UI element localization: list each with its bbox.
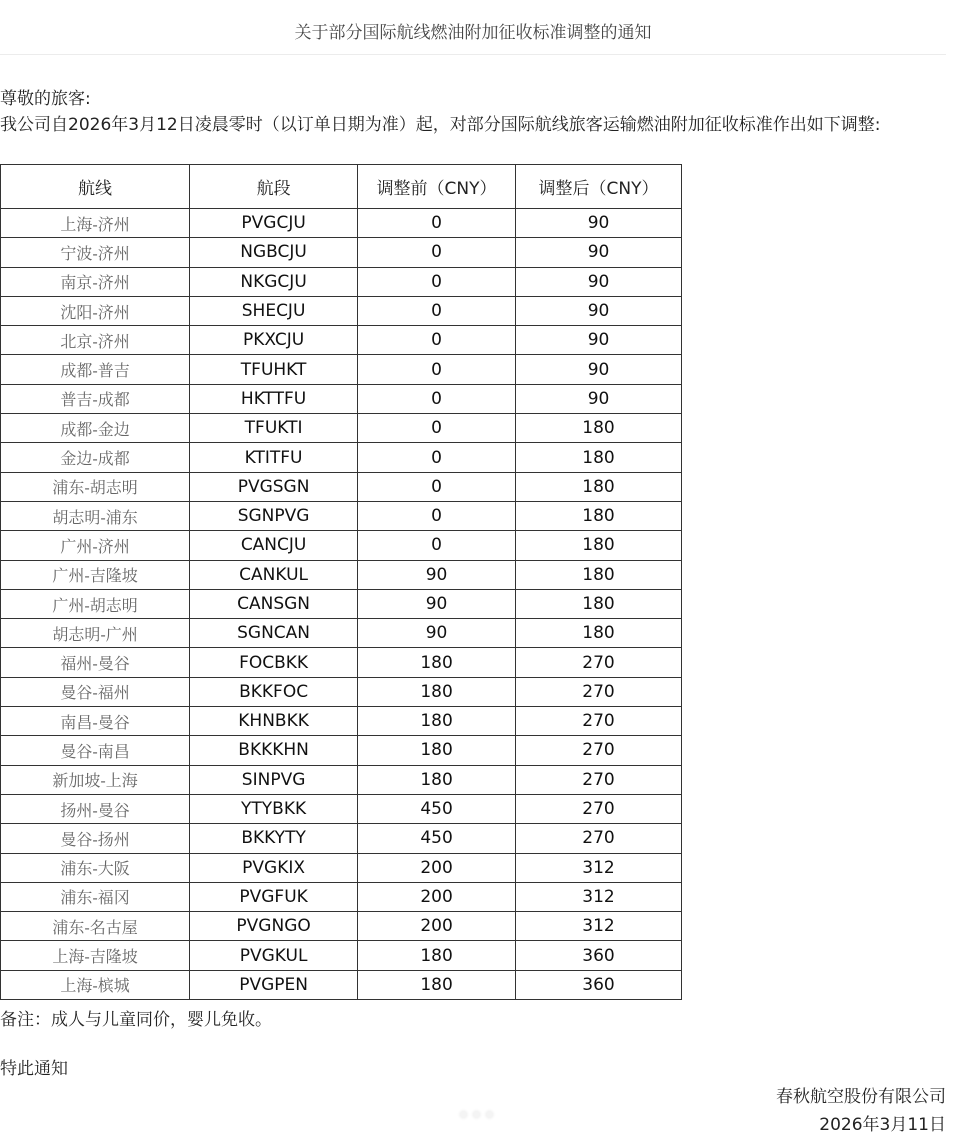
after-fee-cell: 90 — [516, 326, 682, 355]
route-cell: 曼谷-福州 — [1, 677, 190, 706]
segment-code-cell: YTYBKK — [190, 794, 358, 823]
after-fee-cell: 270 — [516, 707, 682, 736]
route-cell: 新加坡-上海 — [1, 765, 190, 794]
table-row — [1, 326, 682, 355]
closing-text: 特此通知 — [0, 1059, 68, 1079]
segment-code-cell: KHNBKK — [190, 707, 358, 736]
before-fee-cell: 180 — [358, 736, 516, 765]
table-row — [1, 824, 682, 853]
header-before: 调整前（CNY） — [358, 165, 516, 209]
table-row — [1, 355, 682, 384]
table-row — [1, 414, 682, 443]
segment-code-cell: CANCJU — [190, 531, 358, 560]
after-fee-cell: 180 — [516, 443, 682, 472]
route-cell: 南昌-曼谷 — [1, 707, 190, 736]
table-row — [1, 970, 682, 999]
notice-title: 关于部分国际航线燃油附加征收标准调整的通知 — [294, 23, 652, 43]
table-row — [1, 384, 682, 413]
before-fee-cell: 0 — [358, 296, 516, 325]
segment-code-cell: SGNPVG — [190, 501, 358, 530]
after-fee-cell: 270 — [516, 794, 682, 823]
before-fee-cell: 0 — [358, 443, 516, 472]
segment-code-cell: BKKFOC — [190, 677, 358, 706]
after-fee-cell: 180 — [516, 619, 682, 648]
route-cell: 上海-槟城 — [1, 970, 190, 999]
segment-code-cell: PVGPEN — [190, 970, 358, 999]
segment-code-cell: FOCBKK — [190, 648, 358, 677]
segment-code-cell: PVGFUK — [190, 882, 358, 911]
intro-paragraph: 我公司自2026年3月12日凌晨零时（以订单日期为准）起，对部分国际航线旅客运输燃油附加征收标准作出如下调整: — [0, 115, 881, 135]
segment-code-cell: PKXCJU — [190, 326, 358, 355]
table-row — [1, 677, 682, 706]
after-fee-cell: 360 — [516, 941, 682, 970]
after-fee-cell: 360 — [516, 970, 682, 999]
before-fee-cell: 0 — [358, 531, 516, 560]
route-cell: 普吉-成都 — [1, 384, 190, 413]
before-fee-cell: 0 — [358, 501, 516, 530]
before-fee-cell: 180 — [358, 677, 516, 706]
after-fee-cell: 270 — [516, 824, 682, 853]
route-cell: 沈阳-济州 — [1, 296, 190, 325]
before-fee-cell: 450 — [358, 794, 516, 823]
route-cell: 浦东-福冈 — [1, 882, 190, 911]
table-row — [1, 736, 682, 765]
table-row — [1, 853, 682, 882]
segment-code-cell: KTITFU — [190, 443, 358, 472]
route-cell: 曼谷-扬州 — [1, 824, 190, 853]
before-fee-cell: 180 — [358, 941, 516, 970]
after-fee-cell: 312 — [516, 912, 682, 941]
route-cell: 福州-曼谷 — [1, 648, 190, 677]
page-indicator-dots-icon — [460, 1111, 493, 1118]
route-cell: 上海-济州 — [1, 209, 190, 238]
segment-code-cell: TFUHKT — [190, 355, 358, 384]
table-header-row — [1, 165, 682, 209]
after-fee-cell: 90 — [516, 209, 682, 238]
table-row — [1, 209, 682, 238]
route-cell: 浦东-名古屋 — [1, 912, 190, 941]
table-row — [1, 296, 682, 325]
segment-code-cell: NGBCJU — [190, 238, 358, 267]
segment-code-cell: CANKUL — [190, 560, 358, 589]
after-fee-cell: 90 — [516, 384, 682, 413]
segment-code-cell: PVGKIX — [190, 853, 358, 882]
segment-code-cell: PVGKUL — [190, 941, 358, 970]
after-fee-cell: 270 — [516, 677, 682, 706]
fuel-surcharge-table — [0, 164, 682, 1000]
table-row — [1, 882, 682, 911]
salutation: 尊敬的旅客: — [0, 89, 91, 109]
route-cell: 宁波-济州 — [1, 238, 190, 267]
remark-note: 备注：成人与儿童同价，婴儿免收。 — [0, 1010, 272, 1030]
route-cell: 胡志明-广州 — [1, 619, 190, 648]
route-cell: 广州-吉隆坡 — [1, 560, 190, 589]
after-fee-cell: 270 — [516, 765, 682, 794]
table-row — [1, 589, 682, 618]
segment-code-cell: HKTTFU — [190, 384, 358, 413]
table-row — [1, 472, 682, 501]
before-fee-cell: 90 — [358, 589, 516, 618]
table-row — [1, 267, 682, 296]
route-cell: 扬州-曼谷 — [1, 794, 190, 823]
before-fee-cell: 0 — [358, 209, 516, 238]
segment-code-cell: BKKKHN — [190, 736, 358, 765]
segment-code-cell: CANSGN — [190, 589, 358, 618]
before-fee-cell: 0 — [358, 238, 516, 267]
table-row — [1, 707, 682, 736]
after-fee-cell: 312 — [516, 882, 682, 911]
after-fee-cell: 180 — [516, 501, 682, 530]
table-row — [1, 560, 682, 589]
segment-code-cell: SHECJU — [190, 296, 358, 325]
segment-code-cell: PVGNGO — [190, 912, 358, 941]
before-fee-cell: 0 — [358, 384, 516, 413]
table-row — [1, 531, 682, 560]
table-row — [1, 443, 682, 472]
after-fee-cell: 180 — [516, 589, 682, 618]
route-cell: 胡志明-浦东 — [1, 501, 190, 530]
route-cell: 成都-金边 — [1, 414, 190, 443]
after-fee-cell: 90 — [516, 355, 682, 384]
before-fee-cell: 90 — [358, 619, 516, 648]
notice-date: 2026年3月11日 — [819, 1115, 946, 1135]
after-fee-cell: 180 — [516, 531, 682, 560]
after-fee-cell: 312 — [516, 853, 682, 882]
route-cell: 成都-普吉 — [1, 355, 190, 384]
before-fee-cell: 90 — [358, 560, 516, 589]
after-fee-cell: 90 — [516, 238, 682, 267]
table-row — [1, 238, 682, 267]
route-cell: 浦东-大阪 — [1, 853, 190, 882]
after-fee-cell: 270 — [516, 736, 682, 765]
before-fee-cell: 180 — [358, 970, 516, 999]
segment-code-cell: NKGCJU — [190, 267, 358, 296]
before-fee-cell: 200 — [358, 882, 516, 911]
before-fee-cell: 0 — [358, 472, 516, 501]
table-row — [1, 794, 682, 823]
before-fee-cell: 0 — [358, 414, 516, 443]
table-row — [1, 648, 682, 677]
table-row — [1, 941, 682, 970]
segment-code-cell: SGNCAN — [190, 619, 358, 648]
segment-code-cell: TFUKTI — [190, 414, 358, 443]
route-cell: 广州-胡志明 — [1, 589, 190, 618]
route-cell: 曼谷-南昌 — [1, 736, 190, 765]
company-signature: 春秋航空股份有限公司 — [776, 1087, 946, 1107]
header-segment: 航段 — [190, 165, 358, 209]
segment-code-cell: PVGSGN — [190, 472, 358, 501]
before-fee-cell: 180 — [358, 648, 516, 677]
route-cell: 南京-济州 — [1, 267, 190, 296]
segment-code-cell: SINPVG — [190, 765, 358, 794]
before-fee-cell: 180 — [358, 707, 516, 736]
title-divider — [0, 54, 946, 55]
before-fee-cell: 180 — [358, 765, 516, 794]
after-fee-cell: 180 — [516, 414, 682, 443]
route-cell: 北京-济州 — [1, 326, 190, 355]
before-fee-cell: 200 — [358, 912, 516, 941]
route-cell: 上海-吉隆坡 — [1, 941, 190, 970]
segment-code-cell: PVGCJU — [190, 209, 358, 238]
route-cell: 广州-济州 — [1, 531, 190, 560]
segment-code-cell: BKKYTY — [190, 824, 358, 853]
before-fee-cell: 0 — [358, 355, 516, 384]
after-fee-cell: 90 — [516, 267, 682, 296]
route-cell: 浦东-胡志明 — [1, 472, 190, 501]
after-fee-cell: 270 — [516, 648, 682, 677]
table-row — [1, 501, 682, 530]
header-after: 调整后（CNY） — [516, 165, 682, 209]
header-route: 航线 — [1, 165, 190, 209]
after-fee-cell: 180 — [516, 472, 682, 501]
route-cell: 金边-成都 — [1, 443, 190, 472]
table-row — [1, 765, 682, 794]
after-fee-cell: 180 — [516, 560, 682, 589]
table-row — [1, 912, 682, 941]
before-fee-cell: 0 — [358, 267, 516, 296]
before-fee-cell: 0 — [358, 326, 516, 355]
table-row — [1, 619, 682, 648]
after-fee-cell: 90 — [516, 296, 682, 325]
before-fee-cell: 450 — [358, 824, 516, 853]
before-fee-cell: 200 — [358, 853, 516, 882]
